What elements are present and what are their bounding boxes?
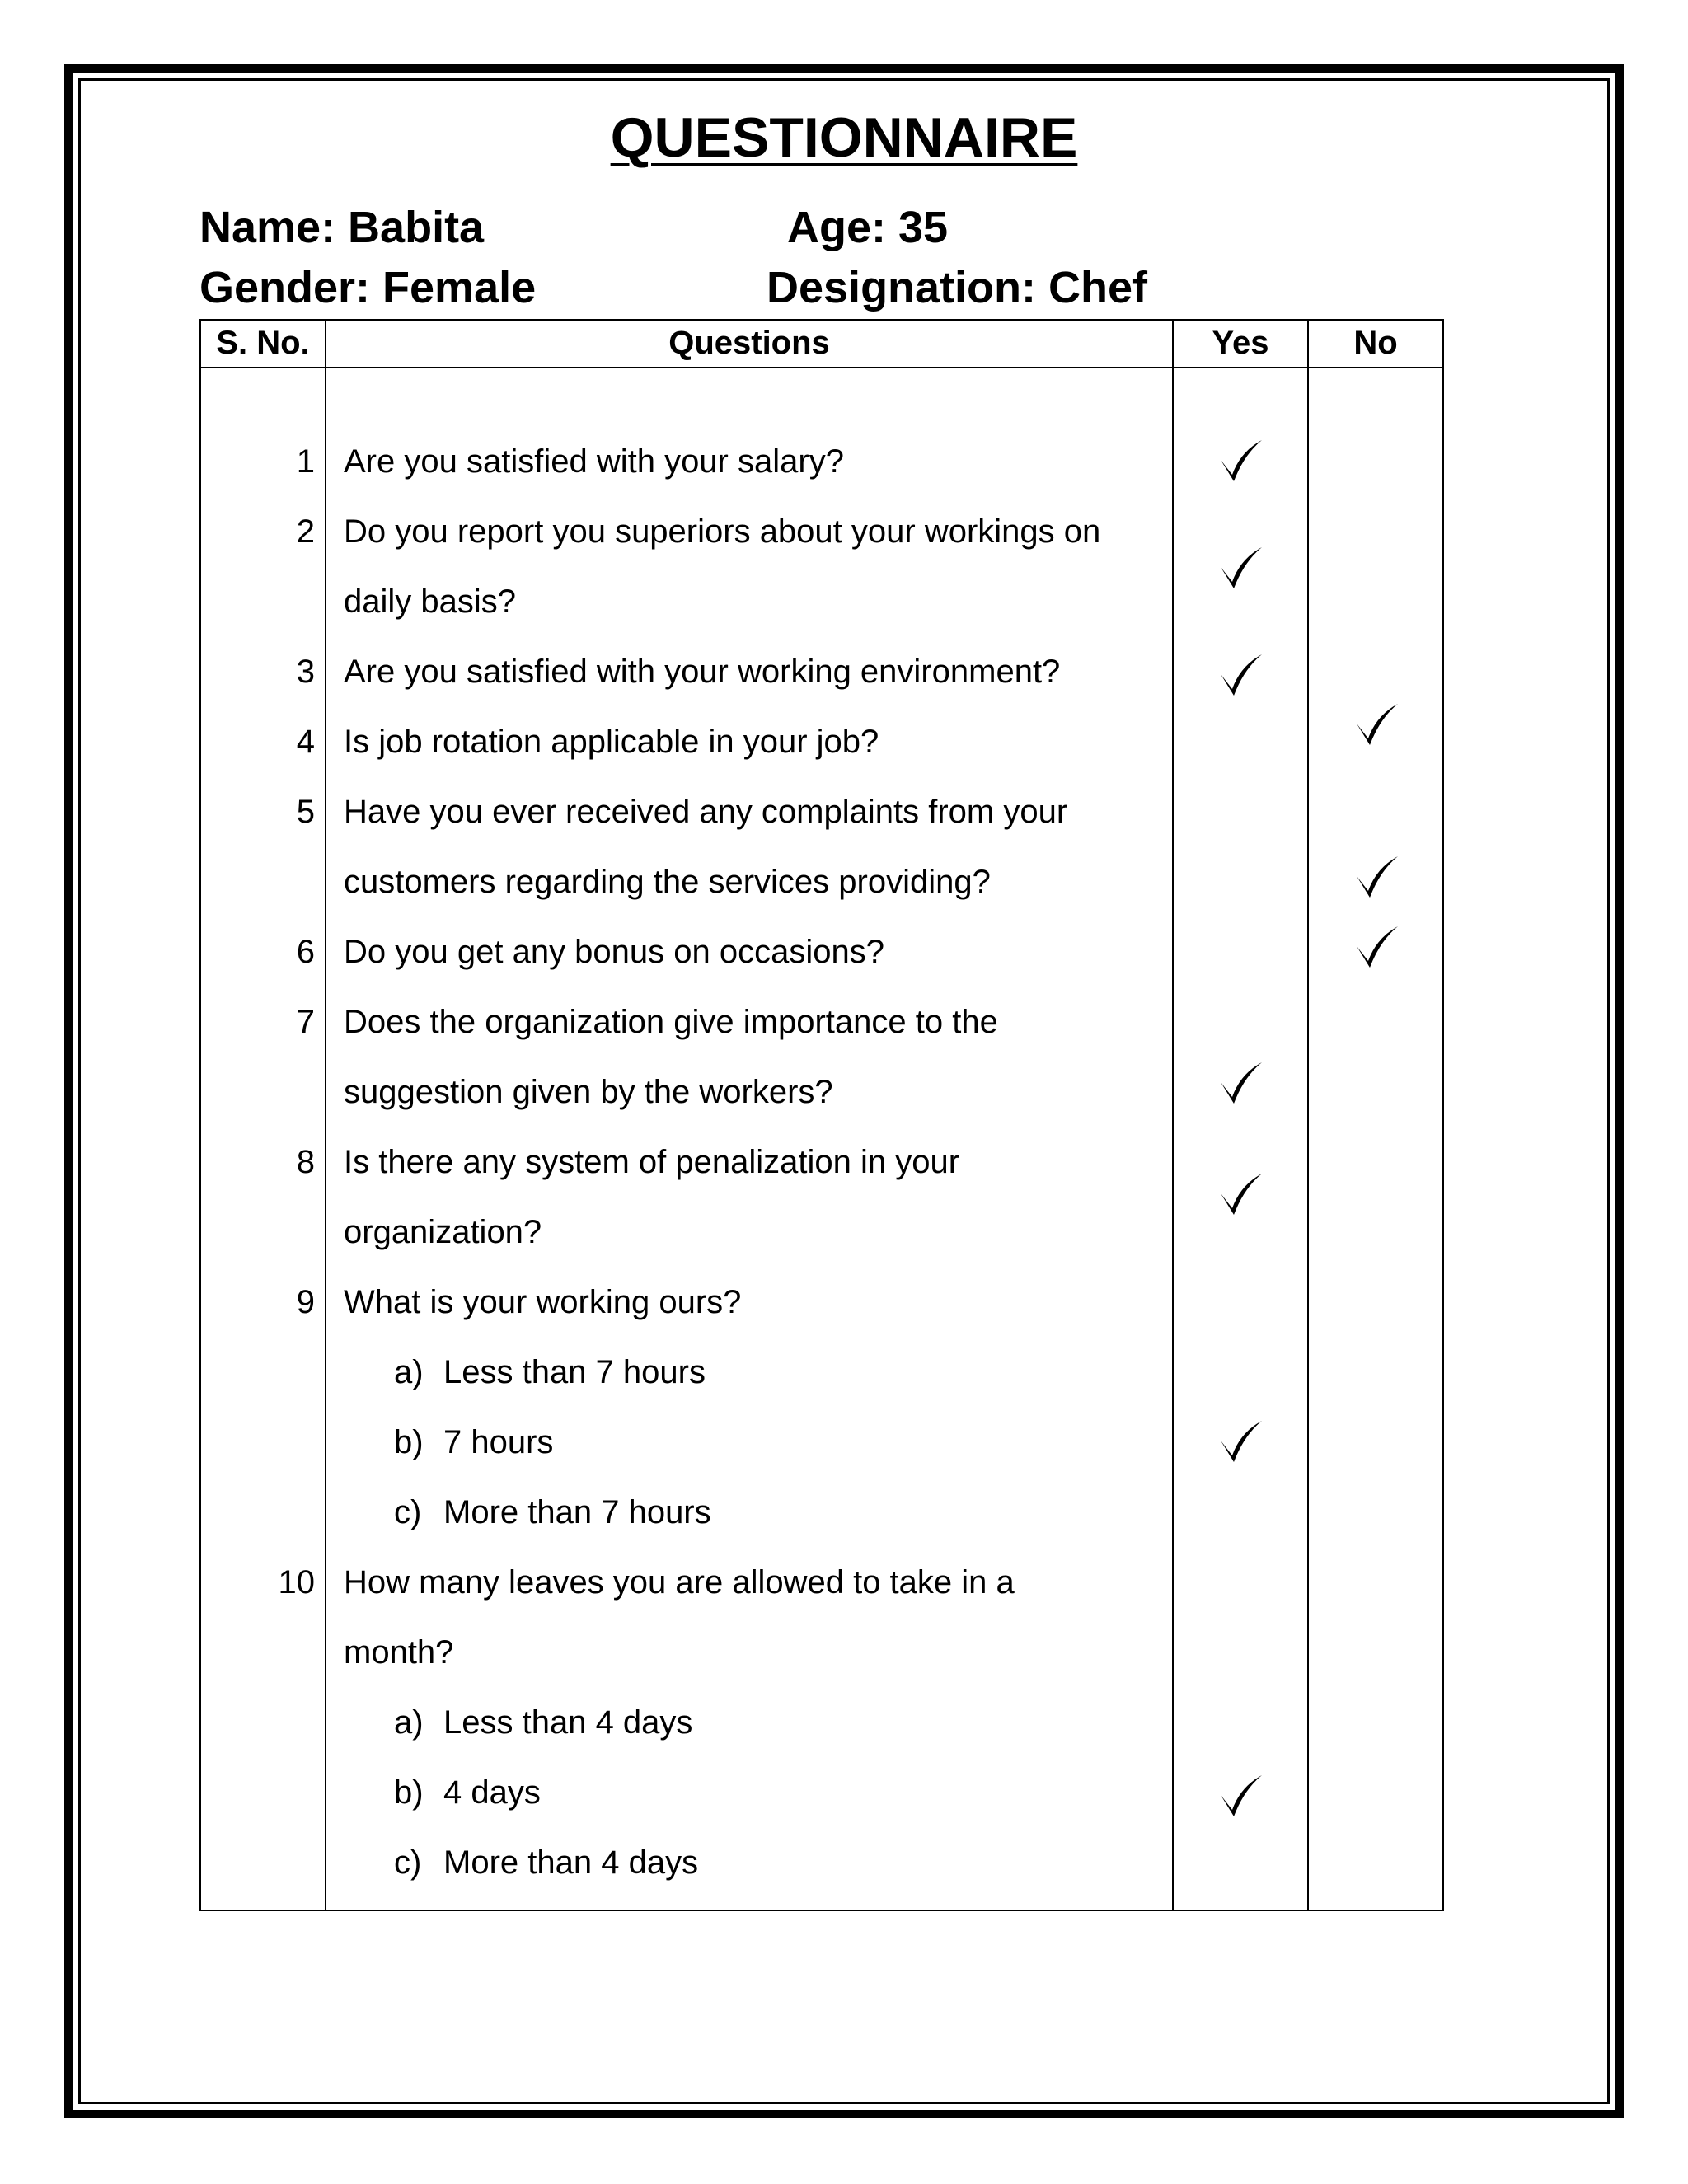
question-text: Have you ever received any complaints from your [344,794,1068,830]
option-text: More than 4 days [443,1844,699,1881]
question-text-continued: customers regarding the services providing? [344,864,991,900]
row-number: 7 [296,1004,315,1040]
question-text: Does the organization give importance to the [344,1004,998,1040]
question-text: What is your working ours? [344,1284,742,1320]
row-number: 2 [296,513,315,550]
yes-checkmark-icon [1216,1057,1265,1107]
option-label: a) [394,1354,424,1390]
question-text: Is there any system of penalization in your [344,1144,960,1180]
yes-checkmark-icon [1216,1416,1265,1465]
row-number: 9 [296,1284,315,1320]
row-number: 6 [296,934,315,970]
option-text: More than 7 hours [443,1494,711,1530]
question-text: Do you report you superiors about your workings on [344,513,1101,550]
gender-field: Gender: Female [199,263,537,312]
no-checkmark-icon [1352,921,1401,971]
no-checkmark-icon [1352,851,1401,901]
header-no: No [1353,325,1398,361]
option-text: 7 hours [443,1424,554,1460]
name-field: Name: Babita [199,203,485,252]
row-number: 8 [296,1144,315,1180]
row-number: 10 [278,1564,315,1601]
option-text: Less than 4 days [443,1704,693,1741]
option-label: c) [394,1494,422,1530]
option-label: b) [394,1774,424,1811]
question-text-continued: daily basis? [344,583,517,620]
question-text-continued: organization? [344,1214,542,1250]
option-label: b) [394,1424,424,1460]
option-label: c) [394,1844,422,1881]
row-number: 3 [296,654,315,690]
yes-checkmark-icon [1216,1770,1265,1820]
question-text-continued: month? [344,1634,454,1671]
option-text: 4 days [443,1774,541,1811]
header-sno: S. No. [216,325,310,361]
question-text-continued: suggestion given by the workers? [344,1074,833,1110]
yes-checkmark-icon [1216,435,1265,485]
question-text: Are you satisfied with your working environment? [344,654,1061,690]
header-yes: Yes [1212,325,1269,361]
row-number: 1 [296,443,315,480]
row-number: 5 [296,794,315,830]
yes-checkmark-icon [1216,1169,1265,1218]
no-checkmark-icon [1352,699,1401,748]
yes-checkmark-icon [1216,649,1265,699]
question-text: Are you satisfied with your salary? [344,443,844,480]
yes-checkmark-icon [1216,542,1265,592]
question-text: Is job rotation applicable in your job? [344,724,879,760]
header-questions: Questions [668,325,830,361]
question-text: Do you get any bonus on occasions? [344,934,884,970]
row-number: 4 [296,724,315,760]
age-field: Age: 35 [787,203,949,252]
designation-field: Designation: Chef [767,263,1148,312]
option-text: Less than 7 hours [443,1354,706,1390]
option-label: a) [394,1704,424,1741]
question-text: How many leaves you are allowed to take in a [344,1564,1015,1601]
page-title: QUESTIONNAIRE [610,106,1078,169]
